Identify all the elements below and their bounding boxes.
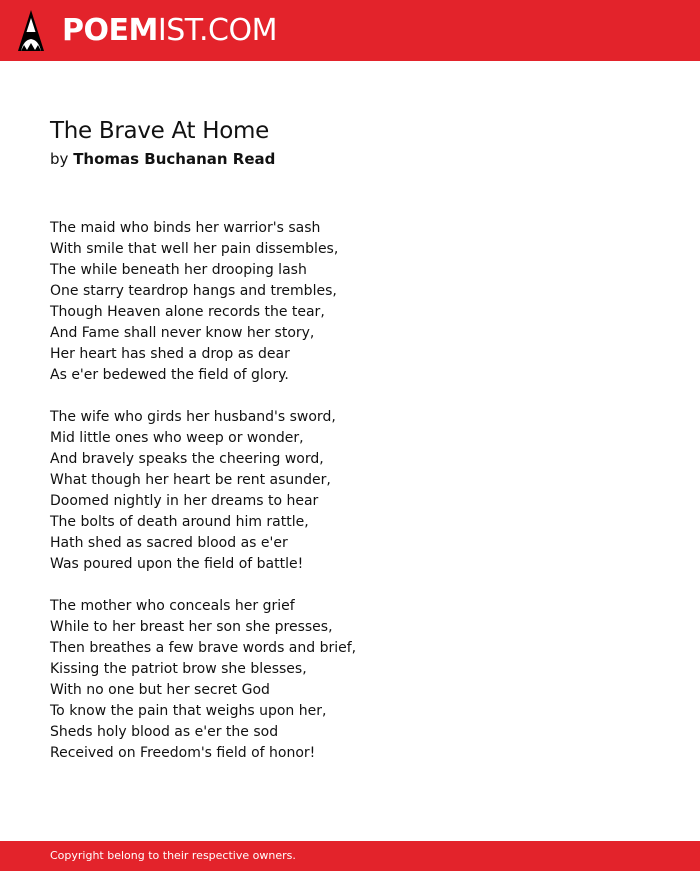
poem-line: With no one but her secret God: [50, 682, 270, 698]
poem-line: Was poured upon the field of battle!: [50, 556, 304, 572]
poem-line: The while beneath her drooping lash: [50, 262, 307, 278]
poem-body: [50, 218, 650, 785]
poem-line: To know the pain that weighs upon her,: [50, 703, 327, 719]
poem-title: The Brave At Home: [50, 118, 269, 144]
poem-line: Kissing the patriot brow she blesses,: [50, 661, 307, 677]
site-header: [0, 0, 700, 61]
poem-line: Doomed nightly in her dreams to hear: [50, 493, 319, 509]
poem-line: The bolts of death around him rattle,: [50, 514, 309, 530]
by-label: by: [50, 150, 69, 168]
poem-line: The wife who girds her husband's sword,: [50, 409, 336, 425]
poem-line: And bravely speaks the cheering word,: [50, 451, 324, 467]
poem-byline: [50, 148, 275, 170]
poem-line: And Fame shall never know her story,: [50, 325, 315, 341]
logo-text-bold: POEM: [62, 13, 158, 48]
copyright-notice: Copyright belong to their respective owners.: [50, 849, 296, 862]
poem-line: While to her breast her son she presses,: [50, 619, 333, 635]
poem-author: Thomas Buchanan Read: [73, 150, 276, 168]
poem-line: Though Heaven alone records the tear,: [50, 304, 325, 320]
poem-line: Mid little ones who weep or wonder,: [50, 430, 304, 446]
poem-line: The mother who conceals her grief: [50, 598, 295, 614]
site-footer: [0, 841, 700, 871]
pencil-tip-icon: [18, 10, 44, 51]
poem-line: As e'er bedewed the field of glory.: [50, 367, 289, 383]
poem-line: One starry teardrop hangs and trembles,: [50, 283, 337, 299]
poem-line: Sheds holy blood as e'er the sod: [50, 724, 279, 740]
poem-line: The maid who binds her warrior's sash: [50, 220, 321, 236]
poem-line: Hath shed as sacred blood as e'er: [50, 535, 288, 551]
logo-text-light: IST.COM: [157, 13, 277, 48]
poem-stanza: [50, 596, 650, 764]
site-logo[interactable]: [62, 13, 277, 49]
poem-line: Her heart has shed a drop as dear: [50, 346, 290, 362]
poem-line: With smile that well her pain dissembles,: [50, 241, 339, 257]
poem-line: Then breathes a few brave words and brief,: [50, 640, 357, 656]
poem-line: Received on Freedom's field of honor!: [50, 745, 316, 761]
poem-stanza: [50, 407, 650, 575]
poem-stanza: [50, 218, 650, 386]
poem-line: What though her heart be rent asunder,: [50, 472, 331, 488]
